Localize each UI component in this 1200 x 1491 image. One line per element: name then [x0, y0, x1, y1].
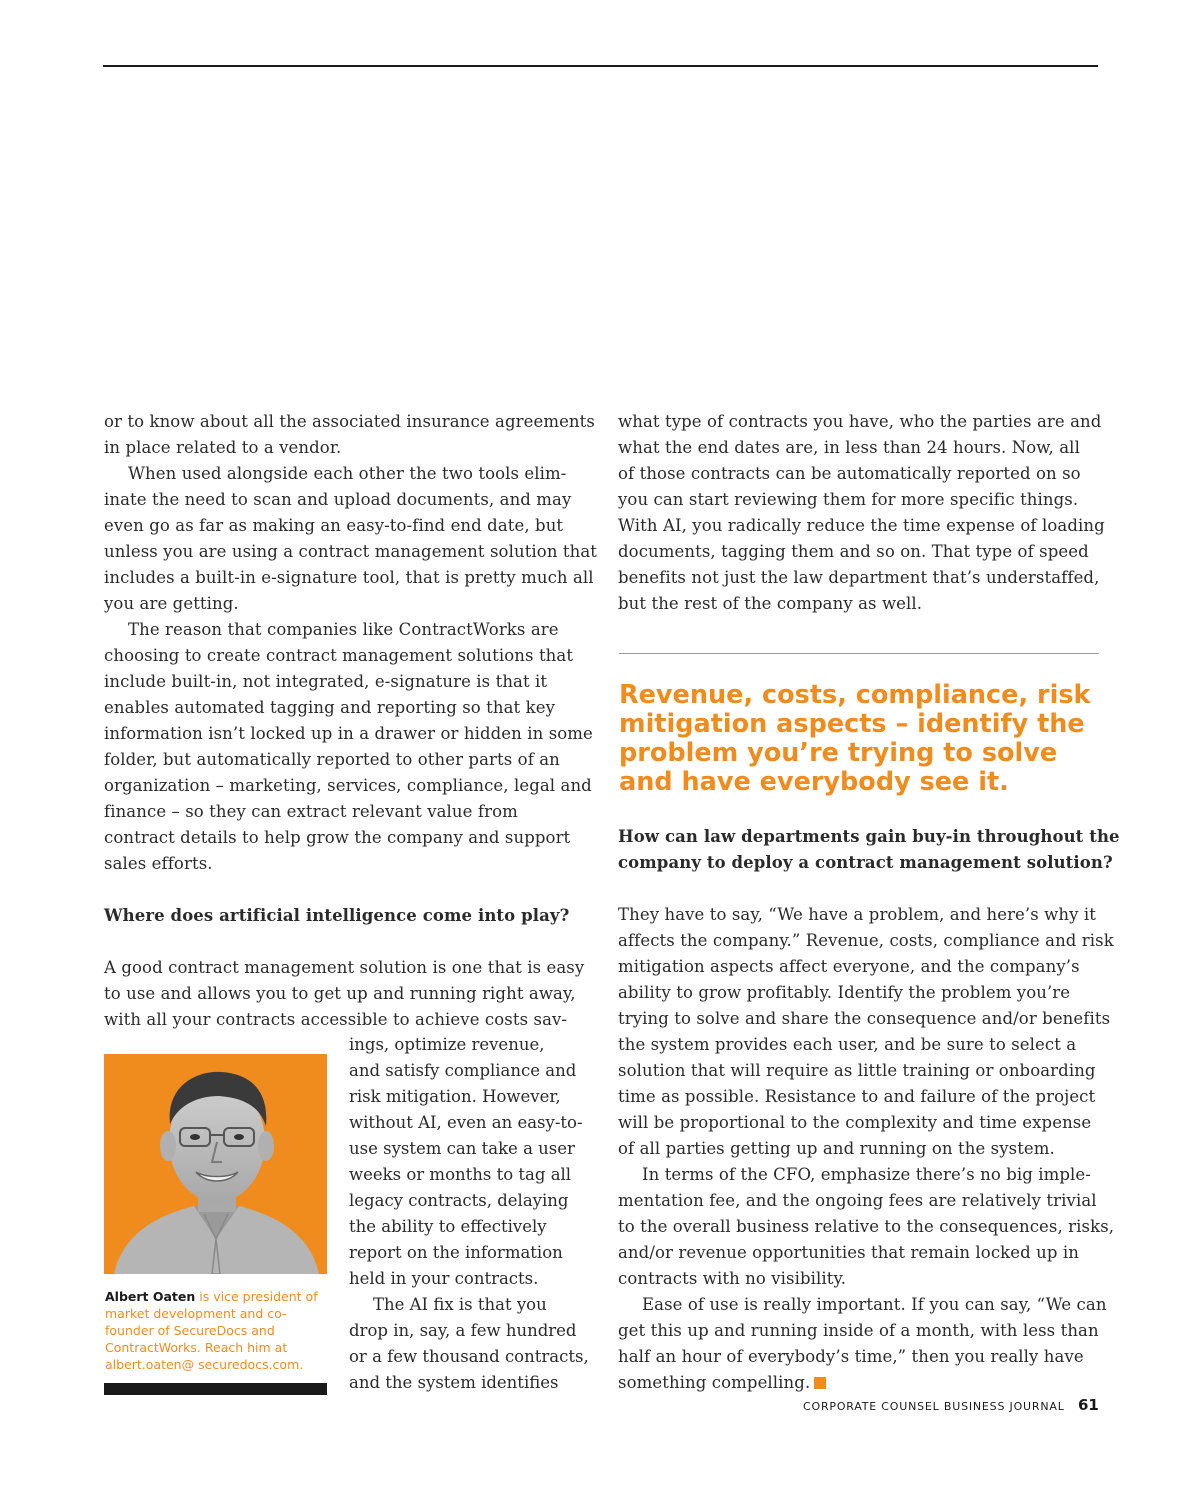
top-rule	[103, 65, 1098, 67]
body-line: documents, tagging them and so on. That type of speed	[618, 542, 1089, 561]
body-line: and the system identifies	[349, 1373, 559, 1392]
end-mark-icon	[814, 1377, 826, 1389]
section-divider	[619, 653, 1099, 654]
body-line: with all your contracts accessible to achieve costs sav-	[104, 1010, 568, 1029]
bio-bottom-bar	[104, 1383, 327, 1395]
question-heading: How can law departments gain buy-in throughout the	[618, 827, 1120, 846]
body-line: held in your contracts.	[349, 1269, 539, 1288]
body-line: trying to solve and share the consequence and/or benefits	[618, 1009, 1111, 1028]
body-line: and/or revenue opportunities that remain locked up in	[618, 1243, 1079, 1262]
body-line: even go as far as making an easy-to-find end date, but	[104, 516, 564, 535]
body-line: affects the company.” Revenue, costs, compliance and risk	[618, 931, 1114, 950]
author-bio	[105, 1288, 335, 1373]
body-line: to the overall business relative to the consequences, risks,	[618, 1217, 1115, 1236]
body-line-last	[618, 1370, 1100, 1396]
question-heading: Where does artificial intelligence come into play?	[104, 906, 570, 925]
body-line: include built-in, not integrated, e-signature is that it	[104, 672, 548, 691]
body-line: inate the need to scan and upload documents, and may	[104, 490, 572, 509]
pull-quote-headline: Revenue, costs, compliance, risk mitigation aspects – identify the problem you’re trying to solve and have everybody see it.	[619, 680, 1091, 797]
author-name: Albert Oaten	[105, 1289, 196, 1304]
body-line: to use and allows you to get up and running right away,	[104, 984, 576, 1003]
body-line: They have to say, “We have a problem, and here’s why it	[618, 905, 1097, 924]
body-line: you are getting.	[104, 594, 239, 613]
body-line: risk mitigation. However,	[349, 1087, 561, 1106]
body-line: enables automated tagging and reporting so that key	[104, 698, 556, 717]
author-bio-text: is vice president of market development and co-founder of SecureDocs and ContractWorks. Reach him at albert.oaten@ securedocs.com.	[105, 1289, 318, 1372]
body-line: folder, but automatically reported to other parts of an	[104, 750, 560, 769]
body-line: half an hour of everybody’s time,” then you really have	[618, 1347, 1084, 1366]
body-line: you can start reviewing them for more specific things.	[618, 490, 1079, 509]
body-line: or to know about all the associated insurance agreements	[104, 412, 595, 431]
body-line: what the end dates are, in less than 24 hours. Now, all	[618, 438, 1080, 457]
body-line: of all parties getting up and running on the system.	[618, 1139, 1055, 1158]
body-line: or a few thousand contracts,	[349, 1347, 589, 1366]
body-line: The reason that companies like ContractWorks are	[128, 620, 559, 639]
body-line: what type of contracts you have, who the parties are and	[618, 412, 1102, 431]
left-column	[104, 409, 598, 1033]
body-line: unless you are using a contract management solution that	[104, 542, 598, 561]
body-line: the ability to effectively	[349, 1217, 547, 1236]
body-line: In terms of the CFO, emphasize there’s no big imple-	[642, 1165, 1091, 1184]
body-line: but the rest of the company as well.	[618, 594, 923, 613]
body-line: benefits not just the law department that’s understaffed,	[618, 568, 1100, 587]
body-line: With AI, you radically reduce the time expense of loading	[618, 516, 1105, 535]
body-line: mitigation aspects affect everyone, and the company’s	[618, 957, 1080, 976]
journal-name: CORPORATE COUNSEL BUSINESS JOURNAL	[803, 1400, 1065, 1413]
body-line: time as possible. Resistance to and failure of the project	[618, 1087, 1096, 1106]
body-line: choosing to create contract management solutions that	[104, 646, 574, 665]
body-line: A good contract management solution is one that is easy	[104, 958, 585, 977]
body-line: mentation fee, and the ongoing fees are relatively trivial	[618, 1191, 1097, 1210]
page-number: 61	[1078, 1396, 1099, 1414]
body-line: includes a built-in e-signature tool, that is pretty much all	[104, 568, 594, 587]
right-column-lower	[618, 824, 1120, 1396]
body-line: contract details to help grow the company and support	[104, 828, 571, 847]
body-line: without AI, even an easy-to-	[349, 1113, 583, 1132]
body-line: The AI fix is that you	[373, 1295, 547, 1314]
body-line: of those contracts can be automatically reported on so	[618, 464, 1081, 483]
body-line: ability to grow profitably. Identify the problem you’re	[618, 983, 1071, 1002]
body-line: finance – so they can extract relevant value from	[104, 802, 518, 821]
body-line-text: something compelling.	[618, 1373, 811, 1392]
body-line: sales efforts.	[104, 854, 213, 873]
body-line: drop in, say, a few hundred	[349, 1321, 577, 1340]
right-column	[618, 409, 1105, 617]
body-line: in place related to a vendor.	[104, 438, 342, 457]
body-line: report on the information	[349, 1243, 563, 1262]
body-line: contracts with no visibility.	[618, 1269, 847, 1288]
body-line: solution that will require as little training or onboarding	[618, 1061, 1096, 1080]
body-line: ings, optimize revenue,	[349, 1035, 545, 1054]
body-line: use system can take a user	[349, 1139, 575, 1158]
left-narrow-column	[349, 1032, 589, 1396]
author-photo	[104, 1054, 327, 1274]
question-heading: company to deploy a contract management solution?	[618, 853, 1113, 872]
body-line: the system provides each user, and be sure to select a	[618, 1035, 1077, 1054]
body-line: legacy contracts, delaying	[349, 1191, 569, 1210]
author-portrait-icon	[104, 1054, 327, 1274]
body-line: When used alongside each other the two tools elim-	[128, 464, 567, 483]
body-line: and satisfy compliance and	[349, 1061, 577, 1080]
body-line: Ease of use is really important. If you can say, “We can	[642, 1295, 1107, 1314]
body-line: weeks or months to tag all	[349, 1165, 572, 1184]
body-line: get this up and running inside of a month, with less than	[618, 1321, 1099, 1340]
body-line: information isn’t locked up in a drawer or hidden in some	[104, 724, 593, 743]
body-line: will be proportional to the complexity and time expense	[618, 1113, 1092, 1132]
body-line: organization – marketing, services, compliance, legal and	[104, 776, 592, 795]
